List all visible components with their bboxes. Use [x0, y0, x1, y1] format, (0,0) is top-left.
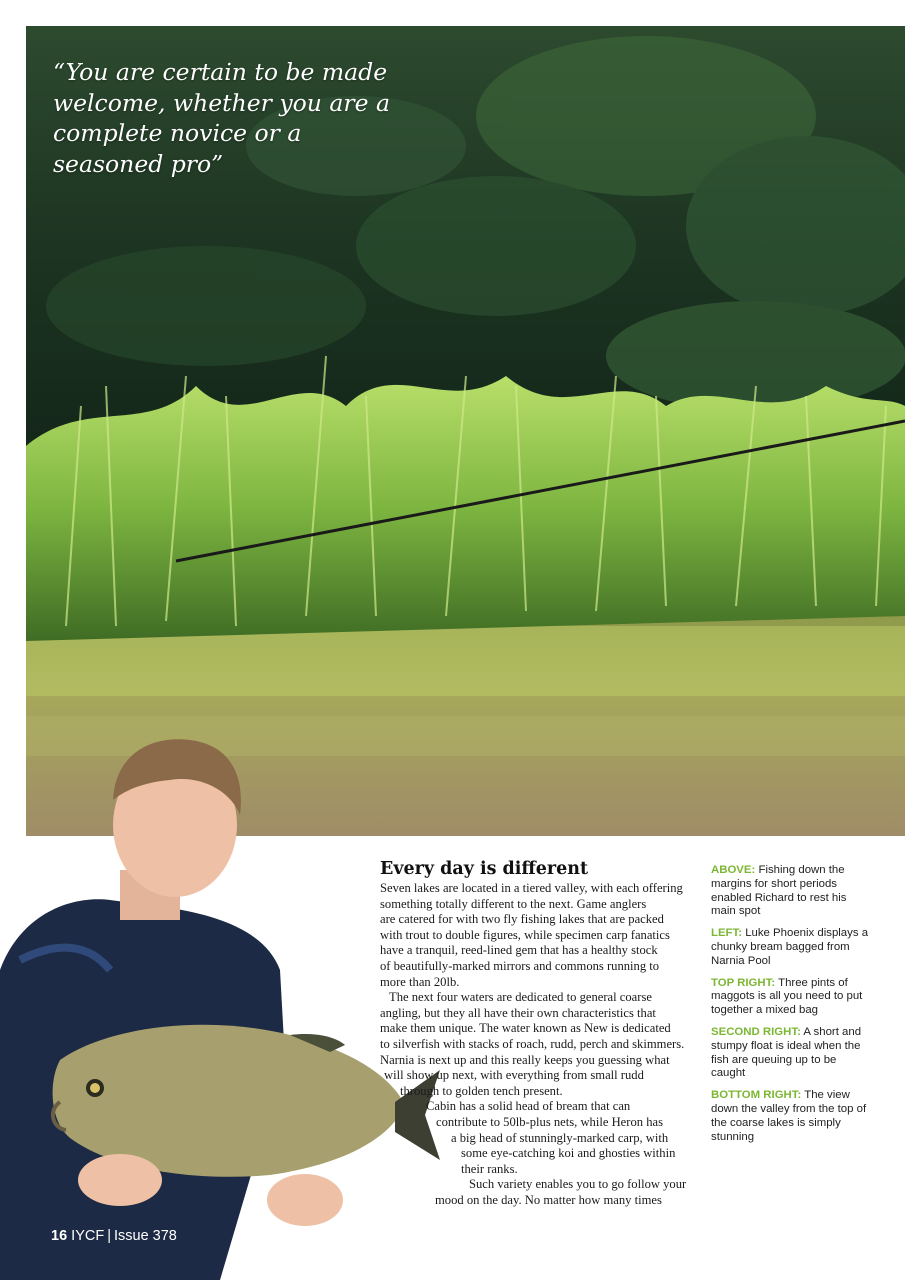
pull-quote: “You are certain to be made welcome, whether you are a complete novice or a seasoned pro”: [53, 58, 390, 178]
paragraph-3: [380, 1099, 692, 1177]
text-line: of beautifully-marked mirrors and commons running to: [380, 958, 660, 973]
text-line: Narnia is next up and this really keeps you guessing what: [380, 1052, 670, 1067]
text-line: a big head of stunningly-marked carp, with: [451, 1130, 669, 1145]
caption-text: Fishing down the margins for short periods enabled Richard to rest his main spot: [711, 864, 847, 918]
text-line: more than 20lb.: [380, 974, 460, 989]
article-heading: Every day is different: [380, 859, 589, 879]
caption-label: LEFT:: [711, 927, 743, 940]
hero-photo: [26, 26, 905, 836]
page-number: 16: [51, 1228, 68, 1244]
caption-label: SECOND RIGHT:: [711, 1025, 801, 1038]
caption-label: BOTTOM RIGHT:: [711, 1089, 802, 1102]
page-folio: [51, 1228, 177, 1244]
paragraph-2: [380, 990, 692, 1099]
article-body: [380, 881, 692, 1208]
caption-second-right: [711, 1026, 871, 1081]
caption-text: The view down the valley from the top of the coarse lakes is simply stunning: [711, 1089, 867, 1143]
caption-top-right: [711, 977, 871, 1018]
text-line: are catered for with two fly fishing lakes that are packed: [380, 912, 664, 927]
caption-bottom-right: [711, 1089, 871, 1144]
paragraph-1: [380, 881, 692, 990]
text-line: The next four waters are dedicated to general coarse: [389, 990, 652, 1005]
caption-text: A short and stumpy float is ideal when the fish are queuing up to be caught: [711, 1025, 862, 1080]
issue-number: Issue 378: [113, 1228, 177, 1244]
caption-above: [711, 864, 871, 919]
text-line: will show up next, with everything from small rudd: [384, 1068, 644, 1083]
text-line: mood on the day. No matter how many times: [435, 1192, 662, 1207]
text-line: some eye-catching koi and ghosties within: [461, 1146, 676, 1161]
photo-captions: [711, 864, 871, 1152]
article: [380, 858, 692, 1208]
caption-left: [711, 927, 871, 968]
text-line: make them unique. The water known as New is dedicated: [380, 1021, 671, 1036]
magazine-name: IYCF: [71, 1228, 105, 1244]
text-line: through to golden tench present.: [400, 1083, 563, 1098]
text-line: Cabin has a solid head of bream that can: [426, 1099, 631, 1114]
text-line: with trout to double figures, while specimen carp fanatics: [380, 927, 670, 942]
text-line: angling, but they all have their own characteristics that: [380, 1005, 656, 1020]
caption-label: ABOVE:: [711, 864, 756, 876]
caption-text: Luke Phoenix displays a chunky bream bagged from Narnia Pool: [711, 927, 869, 967]
text-line: Seven lakes are located in a tiered valley, with each offering: [380, 881, 683, 895]
folio-divider: |: [107, 1228, 111, 1244]
text-line: contribute to 50lb-plus nets, while Heron has: [436, 1114, 663, 1129]
text-line: have a tranquil, reed-lined gem that has a healthy stock: [380, 943, 658, 958]
caption-text: Three pints of maggots is all you need to put together a mixed bag: [711, 976, 863, 1017]
text-line: their ranks.: [461, 1161, 518, 1176]
caption-label: TOP RIGHT:: [711, 976, 776, 989]
text-line: Such variety enables you to go follow your: [469, 1177, 687, 1192]
paragraph-4: [380, 1177, 692, 1208]
text-line: something totally different to the next. Game anglers: [380, 896, 647, 911]
text-line: to silverfish with stacks of roach, rudd, perch and skimmers.: [380, 1036, 685, 1051]
